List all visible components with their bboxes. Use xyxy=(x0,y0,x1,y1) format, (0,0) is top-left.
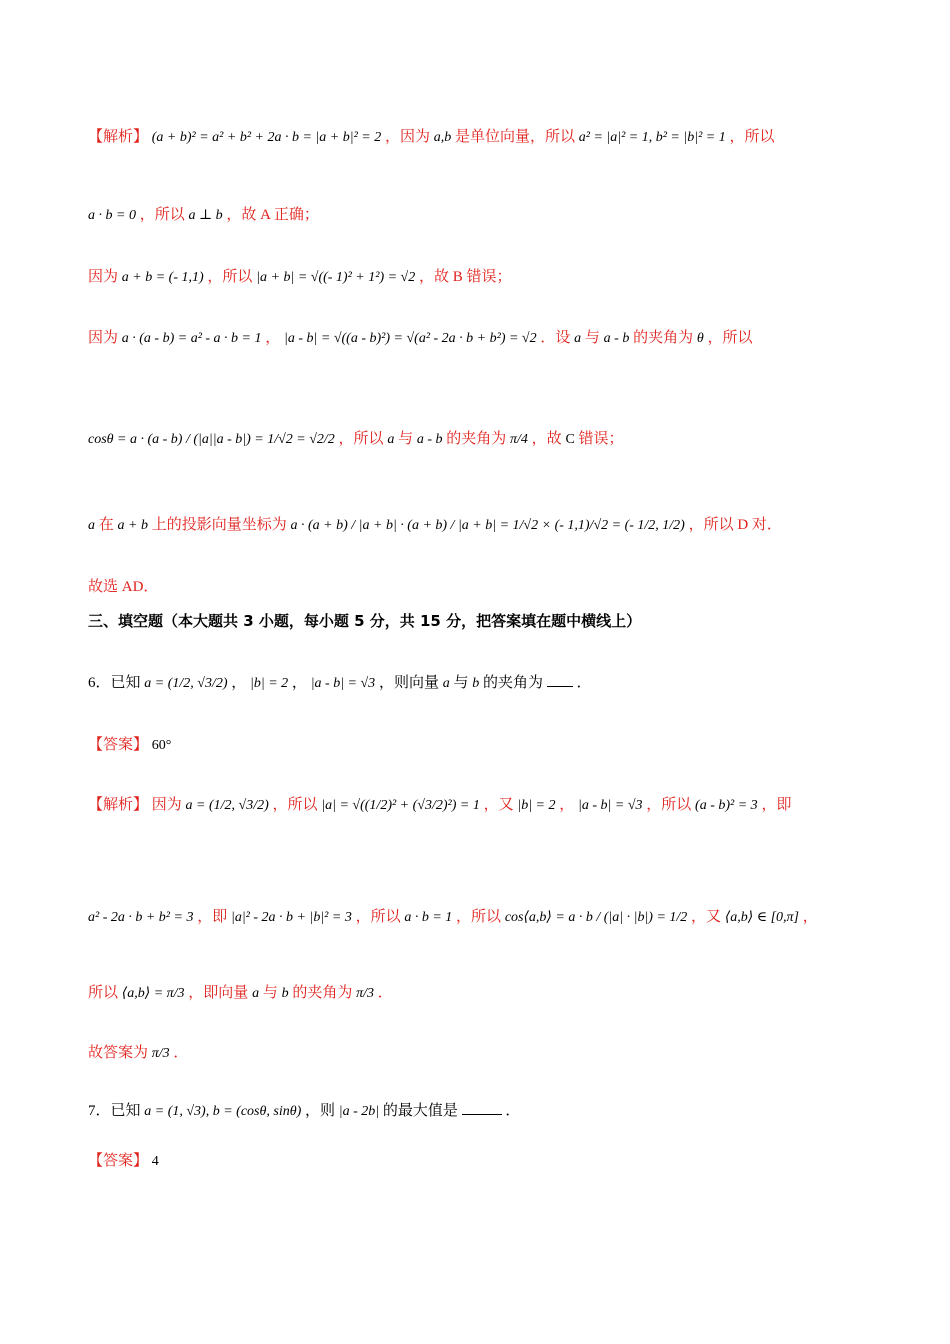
formula: |a - b| = √((a - b)²) = √(a² - 2a · b + b²) = √2 xyxy=(284,331,537,346)
formula: |a - b| = √3 xyxy=(578,798,643,813)
text: ，故 B 错误； xyxy=(418,269,512,285)
text: ，所以 xyxy=(272,797,318,813)
analysis-6-line-3 xyxy=(88,982,890,1005)
text: 故答案为 xyxy=(88,1045,149,1061)
text: ． xyxy=(505,1103,521,1119)
answer-tag: 【答案】 xyxy=(88,737,149,753)
formula: a + b = (- 1,1) xyxy=(121,270,204,285)
text: ， xyxy=(802,909,818,925)
text: ，又 xyxy=(691,909,722,925)
formula: cosθ = a · (a - b) / (|a||a - b|) = 1/√2 = √2/2 xyxy=(88,432,335,447)
text: 因为 xyxy=(88,269,119,285)
text: ，则向量 xyxy=(378,675,439,691)
formula: C xyxy=(565,432,575,447)
text: 的夹角为 xyxy=(633,330,694,346)
analysis-line-7 xyxy=(88,576,890,598)
text: 因为 xyxy=(151,797,182,813)
text: 故选 AD． xyxy=(88,579,159,595)
text: 7．已知 xyxy=(88,1103,141,1119)
analysis-6-line-4 xyxy=(88,1042,890,1065)
question-7 xyxy=(88,1100,890,1123)
text: ，即向量 xyxy=(188,985,249,1001)
text: ，即 xyxy=(761,797,792,813)
formula: θ xyxy=(696,331,704,346)
text: ，所以 xyxy=(355,909,401,925)
text: 的夹角为 xyxy=(446,431,507,447)
answer-tag: 【答案】 xyxy=(88,1153,149,1169)
formula: a xyxy=(88,518,95,533)
formula: π/3 xyxy=(356,986,374,1001)
text: ，所以 xyxy=(707,330,753,346)
formula: a² = |a|² = 1, b² = |b|² = 1 xyxy=(578,130,726,145)
analysis-tag: 【解析】 xyxy=(88,129,149,145)
text: ，又 xyxy=(483,797,514,813)
formula: a² - 2a · b + b² = 3 xyxy=(88,910,194,925)
analysis-line-1 xyxy=(88,126,890,149)
text: 的夹角为 xyxy=(292,985,353,1001)
analysis-6-line-1 xyxy=(88,794,890,817)
text: 与 xyxy=(398,431,414,447)
formula: |a|² - 2a · b + |b|² = 3 xyxy=(230,910,352,925)
formula: |b| = 2 xyxy=(517,798,556,813)
analysis-line-3 xyxy=(88,266,890,289)
text: ，所以 xyxy=(729,129,775,145)
answer-6 xyxy=(88,734,890,757)
formula: a ⊥ b xyxy=(188,208,223,223)
text: ，所以 xyxy=(646,797,692,813)
analysis-line-4 xyxy=(88,327,890,350)
text: ，因为 xyxy=(384,129,430,145)
text: 的最大值是 xyxy=(382,1103,458,1119)
section-heading: 三、填空题（本大题共 3 小题，每小题 5 分，共 15 分，把答案填在题中横线上） xyxy=(88,612,642,630)
text: ，则 xyxy=(305,1103,336,1119)
text: ， xyxy=(291,675,307,691)
analysis-line-6 xyxy=(88,514,890,537)
formula: a · b = 0 xyxy=(88,208,136,223)
answer-blank xyxy=(462,1100,502,1115)
text: 因为 xyxy=(88,330,119,346)
text: ， xyxy=(559,797,575,813)
text: ，即 xyxy=(197,909,228,925)
formula: a = (1/2, √3/2) xyxy=(185,798,269,813)
formula: a · b = 1 xyxy=(404,910,453,925)
formula: a · (a + b) / |a + b| · (a + b) / |a + b| = 1/√2 × (- 1,1)/√2 = (- 1/2, 1/2) xyxy=(290,518,685,533)
formula: a,b xyxy=(433,130,452,145)
text: 在 xyxy=(98,517,114,533)
text: 与 xyxy=(584,330,600,346)
formula: a xyxy=(574,331,582,346)
answer-7 xyxy=(88,1150,890,1173)
formula: cos⟨a,b⟩ = a · b / (|a| · |b|) = 1/2 xyxy=(504,910,688,925)
formula: ⟨a,b⟩ = π/3 xyxy=(121,986,185,1001)
formula: a xyxy=(442,676,450,691)
formula: a = (1/2, √3/2) xyxy=(144,676,228,691)
answer-blank xyxy=(547,672,573,687)
text: ， xyxy=(265,330,281,346)
question-6 xyxy=(88,672,890,695)
text: 6．已知 xyxy=(88,675,141,691)
analysis-line-2 xyxy=(88,204,890,227)
text: ． xyxy=(576,675,592,691)
formula: a - b xyxy=(603,331,630,346)
text: ． xyxy=(377,985,393,1001)
formula: a xyxy=(252,986,260,1001)
text: 与 xyxy=(262,985,278,1001)
formula: b xyxy=(281,986,289,1001)
text: ，所以 xyxy=(207,269,253,285)
text: ．设 xyxy=(540,330,571,346)
answer-value: 60° xyxy=(151,738,172,753)
answer-value: 4 xyxy=(151,1154,159,1169)
formula: |a - b| = √3 xyxy=(310,676,376,691)
text: 所以 xyxy=(88,985,119,1001)
text: 是单位向量，所以 xyxy=(454,129,575,145)
formula: |b| = 2 xyxy=(250,676,289,691)
text: ，所以 xyxy=(139,207,185,223)
text: 的夹角为 xyxy=(482,675,543,691)
text: ，所以 xyxy=(338,431,384,447)
formula: π/3 xyxy=(151,1046,170,1061)
formula: a · (a - b) = a² - a · b = 1 xyxy=(121,331,262,346)
formula: |a - 2b| xyxy=(338,1104,380,1119)
text: 与 xyxy=(453,675,469,691)
formula: a xyxy=(387,432,395,447)
text: ，所以 xyxy=(456,909,502,925)
formula: b xyxy=(472,676,480,691)
text: ，故 xyxy=(531,431,562,447)
text: ，故 A 正确； xyxy=(226,207,319,223)
text: 错误； xyxy=(578,431,624,447)
formula: (a + b)² = a² + b² + 2a · b = |a + b|² = 2 xyxy=(151,130,382,145)
formula: a = (1, √3), b = (cosθ, sinθ) xyxy=(144,1104,302,1119)
analysis-line-5 xyxy=(88,428,890,451)
formula: |a + b| = √((- 1)² + 1²) = √2 xyxy=(256,270,416,285)
text: ，所以 D 对． xyxy=(688,517,782,533)
formula: a - b xyxy=(416,432,443,447)
formula: ⟨a,b⟩ ∈ [0,π] xyxy=(724,910,800,925)
formula: (a - b)² = 3 xyxy=(695,798,758,813)
text: ， xyxy=(231,675,247,691)
analysis-6-line-2 xyxy=(88,906,890,929)
analysis-tag: 【解析】 xyxy=(88,797,149,813)
formula: |a| = √((1/2)² + (√3/2)²) = 1 xyxy=(321,798,480,813)
text: 上的投影向量坐标为 xyxy=(151,517,287,533)
formula: a + b xyxy=(117,518,148,533)
formula: π/4 xyxy=(510,432,528,447)
text: ． xyxy=(173,1045,189,1061)
